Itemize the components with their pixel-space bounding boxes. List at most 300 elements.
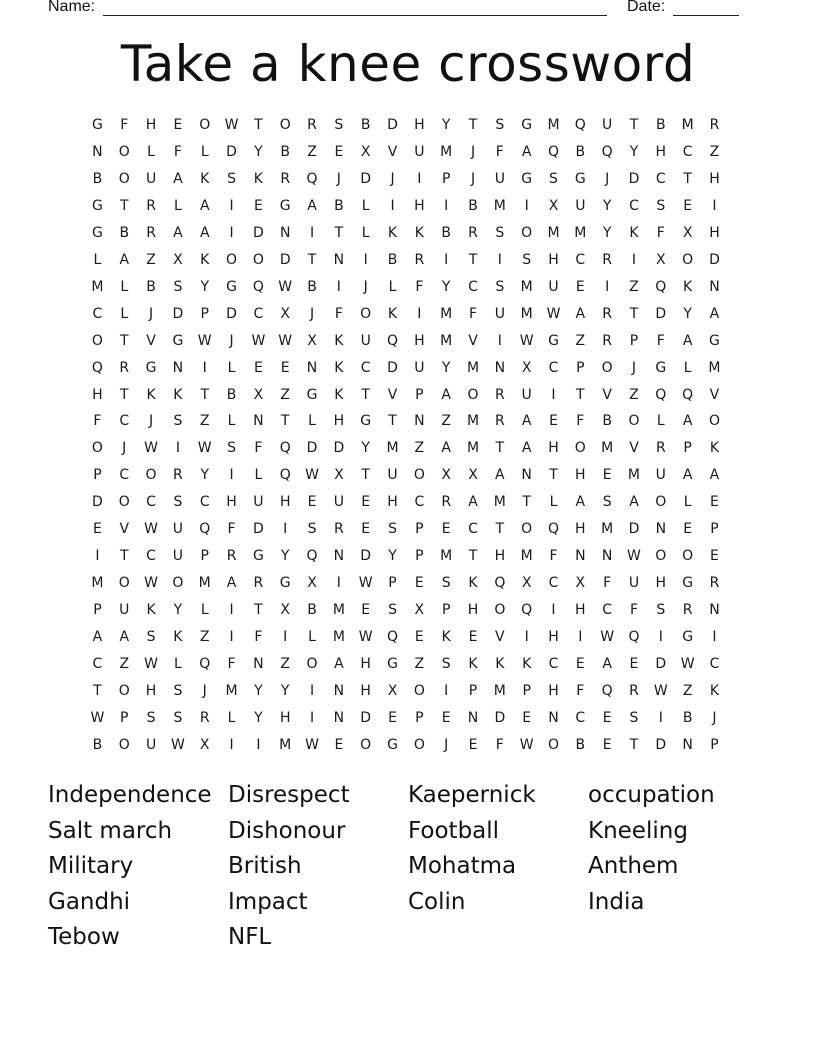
grid-cell: L (120, 278, 129, 295)
word-list-item: Independence (48, 782, 212, 808)
grid-cell: M (493, 197, 506, 214)
grid-cell: E (414, 575, 424, 592)
grid-cell: Q (252, 278, 264, 295)
grid-cell: J (122, 440, 127, 457)
word-list-item: NFL (228, 924, 272, 951)
grid-cell: D (655, 305, 667, 322)
grid-cell: Q (199, 656, 211, 673)
grid-cell: I (524, 629, 529, 646)
grid-cell: J (149, 413, 154, 430)
grid-cell: P (120, 709, 129, 726)
grid-cell: Z (414, 656, 425, 673)
grid-cell: S (173, 413, 183, 430)
grid-cell: C (199, 494, 210, 511)
name-blank-line (103, 15, 607, 16)
grid-cell: O (91, 440, 103, 457)
grid-cell: P (415, 521, 424, 538)
grid-cell: G (360, 413, 372, 430)
grid-cell: U (172, 521, 184, 538)
grid-cell: E (549, 413, 558, 430)
grid-cell: Z (629, 278, 639, 295)
grid-cell: S (602, 494, 612, 511)
grid-cell: X (280, 602, 290, 619)
grid-cell: B (602, 413, 612, 430)
grid-cell: A (199, 224, 210, 241)
grid-cell: F (173, 143, 182, 160)
grid-cell: H (709, 170, 720, 187)
grid-cell: V (387, 143, 398, 160)
grid-cell: R (146, 224, 156, 241)
word-list-item: Military (48, 853, 134, 880)
grid-cell: D (387, 117, 398, 133)
grid-cell: R (173, 467, 183, 484)
grid-cell: C (92, 305, 103, 322)
grid-cell: A (441, 440, 451, 457)
grid-cell: J (390, 170, 395, 187)
grid-cell: M (198, 575, 211, 592)
grid-cell: H (387, 494, 398, 511)
grid-cell: Z (280, 656, 290, 673)
grid-cell: T (119, 386, 129, 403)
grid-cell: Q (655, 386, 667, 403)
grid-cell: H (655, 575, 667, 592)
grid-cell: N (333, 683, 345, 700)
grid-cell: I (417, 305, 422, 322)
grid-cell: T (254, 602, 263, 619)
grid-cell: B (360, 117, 371, 133)
grid-cell: P (415, 709, 424, 726)
grid-cell: Y (602, 224, 612, 241)
grid-cell: R (199, 709, 210, 726)
grid-cell: F (254, 440, 263, 457)
grid-cell: F (254, 629, 263, 646)
grid-cell: Q (601, 143, 613, 160)
grid-cell: Q (574, 117, 586, 133)
grid-cell: W (519, 736, 534, 753)
grid-cell: M (708, 359, 721, 376)
grid-cell: D (252, 224, 264, 241)
grid-cell: D (306, 440, 318, 457)
grid-cell: F (549, 548, 558, 565)
word-list-item: Impact (228, 888, 308, 915)
grid-cell: E (602, 467, 612, 484)
grid-cell: I (309, 709, 315, 726)
grid-cell: O (118, 494, 130, 511)
grid-cell: A (521, 440, 532, 457)
grid-cell: I (444, 251, 449, 268)
grid-cell: Z (119, 656, 130, 673)
grid-cell: I (524, 197, 529, 214)
grid-cell: H (360, 656, 371, 673)
grid-cell: S (522, 251, 532, 268)
grid-cell: R (709, 117, 720, 133)
grid-cell: T (200, 386, 209, 403)
grid-cell: S (173, 278, 183, 295)
grid-cell: W (358, 575, 373, 592)
grid-cell: N (333, 709, 345, 726)
grid-cell: S (334, 117, 344, 133)
grid-cell: I (631, 251, 637, 268)
grid-cell: M (547, 117, 560, 133)
grid-cell: W (305, 736, 319, 753)
grid-cell: L (173, 656, 182, 673)
grid-cell: O (494, 602, 506, 619)
grid-cell: T (119, 548, 129, 565)
grid-cell: N (709, 602, 720, 619)
grid-cell: O (118, 575, 130, 592)
grid-cell: L (308, 413, 316, 430)
grid-cell: D (360, 548, 372, 565)
grid-cell: E (361, 521, 371, 538)
grid-cell: C (360, 359, 371, 376)
grid-cell: C (709, 656, 720, 673)
letter-grid (84, 112, 728, 759)
grid-cell: O (252, 251, 264, 268)
grid-cell: X (441, 467, 451, 484)
grid-cell: T (307, 251, 317, 268)
grid-cell: E (388, 709, 397, 726)
grid-cell: V (629, 440, 639, 457)
grid-cell: M (520, 548, 533, 565)
grid-cell: D (494, 709, 506, 726)
grid-cell: T (361, 467, 370, 484)
word-list-item: Tebow (48, 924, 120, 951)
grid-cell: G (521, 117, 533, 133)
grid-cell: L (308, 629, 316, 646)
grid-cell: E (334, 143, 344, 160)
grid-cell: C (468, 521, 478, 538)
grid-cell: W (224, 117, 239, 133)
grid-cell: P (441, 170, 451, 187)
grid-cell: A (468, 494, 478, 511)
grid-cell: L (388, 278, 397, 295)
grid-cell: T (361, 386, 370, 403)
grid-cell: H (92, 386, 103, 403)
grid-cell: B (575, 143, 586, 160)
grid-cell: T (334, 224, 344, 241)
grid-cell: V (387, 386, 398, 403)
grid-cell: O (226, 251, 238, 268)
grid-cell: A (682, 332, 693, 349)
grid-cell: T (388, 413, 397, 430)
grid-cell: H (575, 602, 586, 619)
grid-cell: R (602, 251, 613, 268)
grid-cell: K (334, 386, 344, 403)
grid-cell: L (120, 305, 129, 322)
grid-cell: A (92, 629, 103, 646)
grid-cell: E (710, 494, 719, 511)
word-list-item: Gandhi (48, 888, 131, 915)
grid-cell: M (386, 440, 399, 457)
grid-cell: O (682, 251, 694, 268)
grid-cell: D (226, 305, 237, 322)
word-list-item: India (588, 888, 645, 915)
grid-cell: N (306, 359, 318, 376)
grid-cell: W (197, 440, 212, 457)
grid-cell: S (656, 602, 666, 619)
grid-cell: A (521, 413, 532, 430)
grid-cell: N (709, 278, 720, 295)
grid-cell: H (279, 709, 291, 726)
grid-cell: T (468, 251, 478, 268)
grid-cell: K (173, 386, 183, 403)
grid-cell: I (229, 224, 234, 241)
grid-cell: O (467, 386, 479, 403)
grid-cell: A (629, 494, 639, 511)
word-list-item: occupation (588, 782, 715, 808)
grid-cell: J (470, 170, 476, 187)
grid-cell: H (145, 117, 157, 133)
grid-cell: Y (254, 143, 263, 160)
grid-cell: X (682, 224, 693, 241)
grid-cell: G (226, 278, 237, 295)
word-list-item: Dishonour (228, 817, 346, 844)
grid-cell: W (278, 278, 293, 295)
grid-cell: T (254, 117, 263, 133)
grid-cell: X (253, 386, 264, 403)
grid-cell: R (709, 575, 720, 592)
grid-cell: X (387, 683, 398, 700)
grid-cell: S (146, 629, 156, 646)
grid-cell: R (280, 170, 291, 187)
grid-cell: O (708, 413, 720, 430)
grid-cell: P (93, 467, 102, 484)
grid-cell: W (90, 709, 105, 726)
grid-cell: G (91, 224, 103, 241)
grid-cell: Q (279, 440, 291, 457)
grid-cell: U (494, 305, 505, 322)
grid-cell: D (252, 521, 264, 538)
grid-cell: G (574, 170, 586, 187)
grid-cell: T (576, 386, 585, 403)
grid-cell: F (576, 413, 585, 430)
grid-cell: B (441, 224, 451, 241)
grid-cell: O (118, 170, 130, 187)
grid-cell: R (226, 548, 237, 565)
grid-cell: S (495, 278, 505, 295)
grid-cell: W (627, 548, 641, 565)
grid-cell: E (253, 197, 263, 214)
word-list-item: Kneeling (588, 817, 688, 844)
grid-cell: J (336, 170, 341, 187)
grid-cell: N (601, 548, 613, 565)
grid-cell: Z (575, 332, 586, 349)
grid-cell: K (683, 278, 693, 295)
grid-cell: N (655, 521, 667, 538)
grid-cell: K (387, 224, 398, 241)
grid-cell: B (387, 251, 398, 268)
grid-cell: C (548, 656, 559, 673)
grid-cell: J (309, 305, 315, 322)
grid-cell: J (229, 332, 234, 349)
grid-cell: B (119, 224, 130, 241)
grid-cell: A (307, 197, 317, 214)
header (0, 0, 816, 20)
date-label: Date: (627, 0, 666, 15)
grid-cell: F (495, 736, 504, 753)
grid-cell: U (145, 170, 157, 187)
grid-cell: E (468, 629, 478, 646)
grid-cell: T (495, 521, 505, 538)
grid-cell: X (280, 305, 290, 322)
grid-cell: O (521, 224, 533, 241)
grid-cell: S (146, 709, 156, 726)
grid-cell: N (414, 413, 425, 430)
grid-cell: A (682, 413, 693, 430)
grid-cell: N (253, 656, 264, 673)
grid-cell: H (360, 683, 371, 700)
date-blank-line (673, 15, 739, 16)
grid-cell: Y (683, 305, 692, 322)
grid-cell: R (494, 386, 505, 403)
grid-cell: U (333, 494, 344, 511)
grid-cell: R (629, 683, 639, 700)
grid-cell: R (146, 197, 156, 214)
grid-cell: W (546, 305, 561, 322)
grid-cell: D (628, 521, 640, 538)
grid-cell: Q (387, 629, 399, 646)
grid-cell: E (522, 709, 532, 726)
grid-cell: O (628, 413, 640, 430)
grid-cell: E (575, 278, 585, 295)
grid-cell: P (629, 332, 639, 349)
grid-cell: O (682, 548, 694, 565)
grid-cell: S (173, 494, 183, 511)
grid-cell: H (145, 683, 157, 700)
grid-cell: M (627, 467, 641, 484)
grid-cell: C (119, 413, 130, 430)
grid-cell: D (172, 305, 184, 322)
grid-cell: H (548, 251, 559, 268)
grid-cell: V (602, 386, 612, 403)
grid-cell: A (575, 305, 586, 322)
grid-cell: H (548, 683, 559, 700)
grid-cell: E (468, 736, 478, 753)
grid-cell: Y (602, 197, 612, 214)
grid-cell: R (307, 117, 317, 133)
grid-cell: S (388, 521, 397, 538)
grid-cell: I (444, 197, 449, 214)
grid-cell: T (629, 305, 639, 322)
grid-cell: I (444, 683, 449, 700)
grid-cell: W (358, 629, 373, 646)
grid-cell: B (307, 278, 317, 295)
grid-cell: S (388, 602, 397, 619)
grid-cell: D (226, 143, 237, 160)
grid-cell: B (146, 278, 156, 295)
grid-cell: M (466, 359, 480, 376)
grid-cell: S (307, 521, 317, 538)
grid-cell: A (495, 467, 505, 484)
grid-cell: O (413, 467, 425, 484)
grid-cell: I (578, 629, 583, 646)
word-list (48, 778, 768, 956)
grid-cell: O (547, 736, 559, 753)
grid-cell: O (574, 440, 586, 457)
grid-cell: F (629, 602, 638, 619)
grid-cell: H (548, 440, 559, 457)
grid-cell: Z (709, 143, 720, 160)
grid-cell: Y (173, 602, 183, 619)
grid-cell: I (363, 251, 368, 268)
grid-cell: L (227, 709, 236, 726)
grid-cell: I (95, 548, 100, 565)
grid-cell: C (119, 467, 130, 484)
grid-cell: U (494, 170, 505, 187)
grid-cell: O (91, 332, 103, 349)
word-list-item: Salt march (48, 817, 173, 844)
grid-cell: E (629, 656, 639, 673)
grid-cell: R (602, 332, 613, 349)
grid-cell: I (309, 683, 315, 700)
grid-cell: F (334, 305, 343, 322)
grid-cell: H (494, 548, 506, 565)
grid-cell: F (227, 656, 236, 673)
grid-cell: D (360, 709, 372, 726)
grid-cell: K (200, 251, 210, 268)
grid-cell: X (334, 467, 344, 484)
grid-cell: D (628, 170, 640, 187)
grid-cell: G (682, 629, 694, 646)
grid-cell: W (144, 656, 158, 673)
grid-cell: F (415, 278, 424, 295)
grid-cell: P (710, 736, 719, 753)
grid-cell: I (202, 359, 207, 376)
grid-cell: C (575, 251, 586, 268)
grid-cell: K (468, 656, 478, 673)
grid-cell: Z (441, 413, 451, 430)
grid-cell: L (200, 143, 209, 160)
grid-cell: X (199, 736, 210, 753)
grid-cell: M (440, 332, 453, 349)
grid-cell: V (468, 332, 478, 349)
grid-cell: L (683, 359, 692, 376)
grid-cell: Q (494, 575, 506, 592)
grid-cell: A (682, 467, 693, 484)
grid-cell: R (682, 602, 693, 619)
grid-cell: T (629, 117, 639, 133)
grid-cell: G (682, 575, 694, 592)
grid-cell: Z (199, 629, 210, 646)
grid-cell: B (280, 143, 291, 160)
grid-cell: S (227, 440, 236, 457)
grid-cell: H (709, 224, 720, 241)
grid-cell: F (495, 143, 504, 160)
grid-cell: N (279, 224, 291, 241)
grid-cell: K (200, 170, 210, 187)
grid-cell: H (414, 117, 425, 133)
grid-cell: Y (441, 359, 451, 376)
grid-cell: I (497, 251, 502, 268)
grid-cell: I (229, 197, 234, 214)
grid-cell: M (466, 440, 480, 457)
grid-cell: C (146, 494, 156, 511)
grid-cell: C (655, 170, 666, 187)
grid-cell: Q (306, 548, 318, 565)
grid-cell: R (253, 575, 264, 592)
grid-cell: P (683, 440, 692, 457)
grid-cell: K (146, 602, 156, 619)
grid-cell: L (147, 143, 155, 160)
grid-cell: U (521, 386, 532, 403)
grid-cell: U (172, 548, 184, 565)
grid-cell: W (519, 332, 534, 349)
grid-cell: G (709, 332, 720, 349)
grid-cell: G (521, 170, 533, 187)
grid-cell: J (470, 143, 476, 160)
grid-cell: X (656, 251, 666, 268)
grid-cell: I (256, 736, 261, 753)
